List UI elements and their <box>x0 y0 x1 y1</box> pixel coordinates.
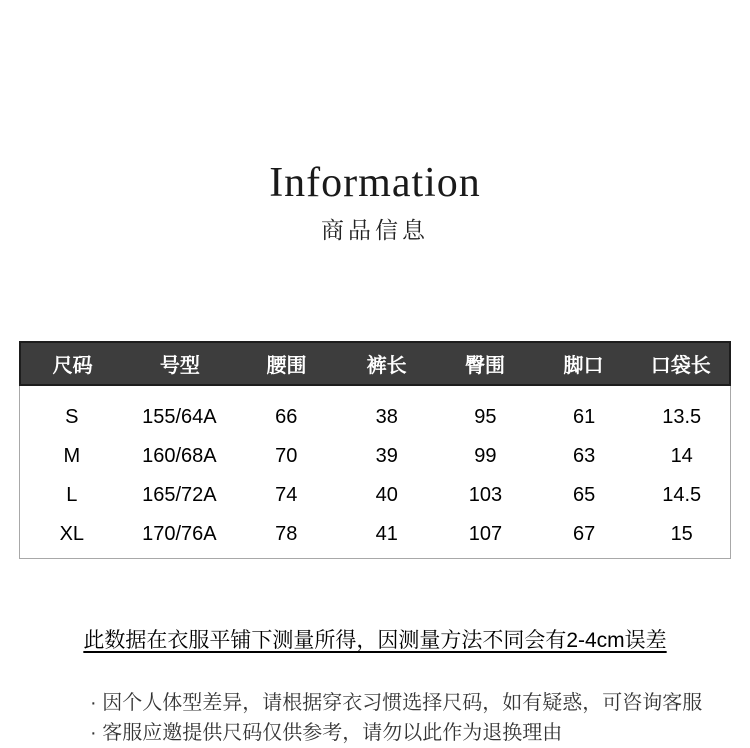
table-row-xl <box>20 515 730 554</box>
table-row-l <box>20 476 730 515</box>
table-cell: 65 <box>572 484 596 506</box>
table-cell: S <box>65 406 79 428</box>
table-body <box>19 386 731 559</box>
table-cell: 95 <box>474 406 497 428</box>
table-cell: 155/64A <box>142 406 217 428</box>
table-cell: 61 <box>572 406 596 428</box>
table-cell: 103 <box>468 484 503 506</box>
table-cell: 40 <box>375 484 398 506</box>
table-cell: 67 <box>572 523 596 545</box>
table-cell: 39 <box>375 445 398 467</box>
measurement-notice <box>0 626 750 656</box>
table-cell: 13.5 <box>662 406 702 428</box>
table-cell: 99 <box>474 445 497 467</box>
table-cell: 74 <box>275 484 298 506</box>
header-cell-pocket-length: 口袋长 <box>650 355 711 377</box>
table-cell: 14.5 <box>662 484 702 506</box>
table-cell: L <box>66 484 78 506</box>
table-cell: M <box>63 445 81 467</box>
page-subtitle: 商品信息 <box>321 217 429 243</box>
table-cell: XL <box>59 523 85 545</box>
measurement-notice-text: 此数据在衣服平铺下测量所得，因测量方法不同会有2-4cm误差 <box>83 629 667 652</box>
table-row-s <box>20 398 730 437</box>
table-cell: 14 <box>670 445 693 467</box>
table-cell: 170/76A <box>142 523 217 545</box>
table-cell: 41 <box>375 523 398 545</box>
table-row-m <box>20 437 730 476</box>
header-cell-leg-opening: 脚口 <box>563 355 604 377</box>
header-cell-size: 尺码 <box>52 355 93 377</box>
table-cell: 70 <box>275 445 298 467</box>
table-cell: 15 <box>670 523 693 545</box>
table-header-row <box>19 341 731 386</box>
page-title: Information <box>269 160 481 206</box>
table-cell: 107 <box>468 523 503 545</box>
header-cell-waist: 腰围 <box>266 355 307 377</box>
tips-list <box>0 688 750 748</box>
table-cell: 38 <box>375 406 398 428</box>
header-cell-hip: 臀围 <box>465 355 506 377</box>
page-header <box>0 0 750 246</box>
tip-item-size-advice: · 因个人体型差异，请根据穿衣习惯选择尺码，如有疑惑，可咨询客服 <box>90 692 703 714</box>
table-cell: 66 <box>275 406 298 428</box>
table-cell: 63 <box>572 445 596 467</box>
header-cell-model: 号型 <box>159 355 200 377</box>
table-cell: 165/72A <box>142 484 217 506</box>
table-cell: 78 <box>275 523 298 545</box>
table-cell: 160/68A <box>142 445 217 467</box>
header-cell-pants-length: 裤长 <box>366 355 407 377</box>
tip-item-return-policy: · 客服应邀提供尺码仅供参考，请勿以此作为退换理由 <box>90 722 563 744</box>
size-chart-table <box>19 341 731 559</box>
